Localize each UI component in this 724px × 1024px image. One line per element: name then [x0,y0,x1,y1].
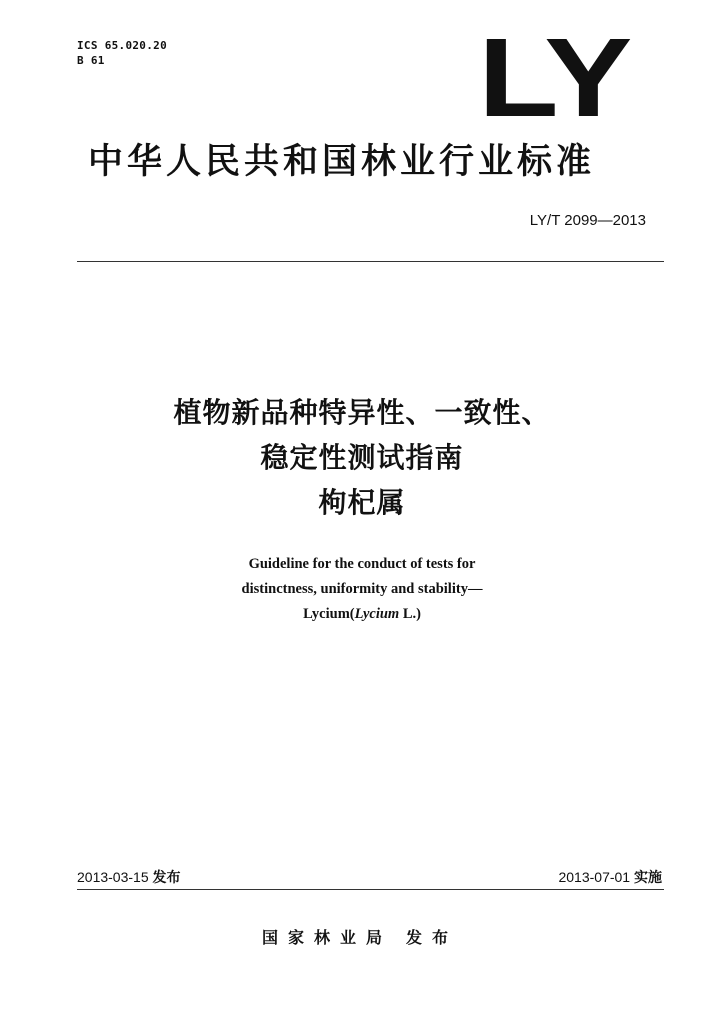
issue-label: 发布 [152,870,181,886]
english-document-title [150,552,574,627]
english-title-line-3 [150,602,574,627]
issue-date [77,868,181,887]
ics-code: ICS 65.020.20 [77,39,167,52]
english-title-author: L.) [399,606,421,622]
header-divider [77,261,664,262]
english-title-line-1: Guideline for the conduct of tests for [248,556,476,572]
chinese-title-line-3: 枸杞属 [318,486,406,519]
ly-logo: LY [478,15,631,140]
implementation-date-value: 2013-07-01 [558,869,631,885]
english-title-scientific-name: Lycium [354,606,400,622]
english-title-line-2: distinctness, uniformity and stability— [241,581,483,597]
publisher-name: 国家林业局 [262,928,393,947]
publisher-line [262,928,458,948]
chinese-title-line-1: 植物新品种特异性、一致性、 [173,396,551,429]
implementation-date [558,868,662,887]
standard-code: LY/T 2099—2013 [529,212,646,229]
chinese-document-title [100,390,624,525]
ccs-code: B 61 [77,54,105,67]
classification-codes [77,38,167,68]
chinese-title-line-2: 稳定性测试指南 [260,441,464,474]
english-title-genus: Lycium( [303,606,355,622]
issue-date-value: 2013-03-15 [77,869,149,885]
standard-category-title: 中华人民共和国林业行业标准 [88,142,596,182]
publisher-action: 发布 [406,928,459,947]
implementation-label: 实施 [634,870,662,886]
footer-divider [77,889,664,890]
